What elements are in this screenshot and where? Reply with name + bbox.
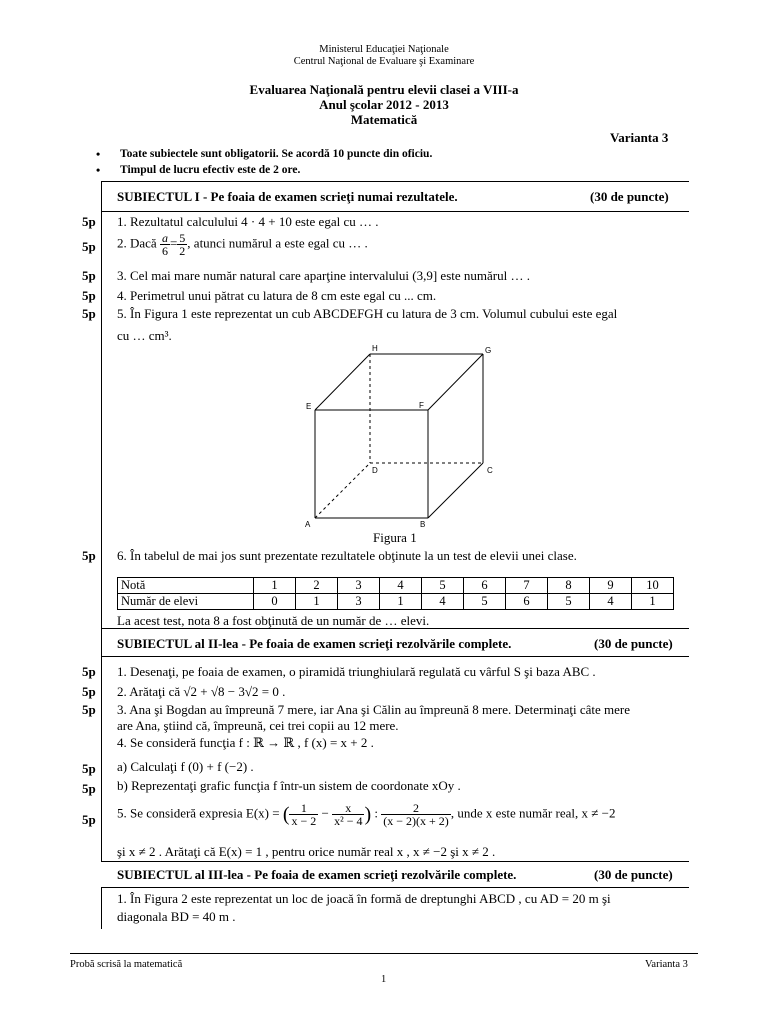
edge-bc	[428, 463, 483, 518]
question-1-6-cont: La acest test, nota 8 a fost obţinută de un număr de … elevi.	[117, 613, 430, 628]
points-label: 5p	[82, 288, 96, 303]
table-cell: 6	[464, 578, 506, 594]
table-cell: 1	[380, 594, 422, 610]
table-cell: 8	[548, 578, 590, 594]
question-2-5-cont: şi x ≠ 2 . Arătaţi că E(x) = 1 , pentru orice număr real x , x ≠ −2 şi x ≠ 2 .	[117, 844, 496, 859]
points-label: 5p	[82, 761, 96, 776]
subject1-points: (30 de puncte)	[590, 189, 669, 204]
label-e: E	[306, 402, 312, 411]
table-cell: 6	[506, 594, 548, 610]
points-label: 5p	[82, 812, 96, 827]
table-cell: 5	[422, 578, 464, 594]
table-cell: 4	[422, 594, 464, 610]
q5-lhs: E(x) =	[245, 805, 280, 821]
points-label: 5p	[82, 268, 96, 283]
q2-prefix: 2. Dacă	[117, 235, 157, 251]
question-1-5: 5. În Figura 1 este reprezentat un cub ABCDEFGH cu latura de 3 cm. Volumul cubului este egal	[117, 306, 618, 321]
question-2-4b: b) Reprezentaţi grafic funcţia f într-un sistem de coordonate xOy .	[117, 778, 461, 793]
edge-ad	[315, 463, 370, 518]
q2-suffix: , atunci numărul a este egal cu … .	[187, 235, 368, 251]
points-label: 5p	[82, 781, 96, 796]
bullet-icon: •	[96, 163, 101, 177]
table-cell: 4	[590, 594, 632, 610]
instruction-2: Timpul de lucru efectiv este de 2 ore.	[120, 164, 301, 176]
table-cell: 1	[632, 594, 674, 610]
label-b: B	[420, 520, 426, 529]
points-label: 5p	[82, 684, 96, 699]
table-cell: 5	[548, 594, 590, 610]
table-cell: 3	[338, 594, 380, 610]
divider	[101, 861, 689, 862]
question-3-1-cont: diagonala BD = 40 m .	[117, 909, 236, 924]
center-header: Centrul Naţional de Evaluare şi Examinare	[293, 56, 475, 67]
question-2-2: 2. Arătaţi că √2 + √8 − 3√2 = 0 .	[117, 684, 286, 699]
points-label: 5p	[82, 702, 96, 717]
bullet-icon: •	[96, 147, 101, 161]
question-2-5: 5. Se consideră expresia E(x) = ( $\frac{1}{x - 2}$ − $\frac{x}{\text{x² − 4}}$ ) : $\frac{2}{(x - 2)(x + 2)}$ , unde x este număr real, x ≠ −2	[117, 801, 616, 828]
margin-line	[101, 887, 102, 929]
label-g: G	[485, 346, 492, 355]
points-label: 5p	[82, 548, 96, 563]
subject2-points: (30 de puncte)	[594, 636, 673, 651]
label-h: H	[372, 344, 378, 353]
margin-line	[101, 181, 102, 656]
question-2-3: 3. Ana şi Bogdan au împreună 7 mere, iar Ana şi Călin au împreună 8 mere. Determinaţi câte mere	[117, 702, 630, 717]
table-cell: 5	[464, 594, 506, 610]
ministry-header: Ministerul Educaţiei Naţionale	[319, 44, 449, 55]
question-1-5-cont: cu … cm³.	[117, 328, 172, 343]
fraction: $\frac{x}{\text{x² − 4}}$	[334, 801, 363, 828]
variant-label: Varianta 3	[610, 130, 669, 145]
question-2-4a: a) Calculaţi f (0) + f (−2) .	[117, 759, 254, 774]
question-1-6: 6. În tabelul de mai jos sunt prezentate rezultatele obţinute la un test de elevii unei clase.	[117, 548, 577, 563]
divider	[101, 211, 689, 212]
subject1-title: SUBIECTUL I - Pe foaia de examen scrieţi numai rezultatele.	[117, 189, 458, 204]
divider	[101, 887, 689, 888]
subject3-title: SUBIECTUL al III-lea - Pe foaia de examen scrieţi rezolvările complete.	[117, 867, 517, 882]
footer-right: Varianta 3	[645, 959, 688, 970]
question-3-1: 1. În Figura 2 este reprezentat un loc de joacă în formă de dreptunghi ABCD , cu AD = 20 m şi	[117, 891, 611, 906]
label-c: C	[487, 466, 493, 475]
edge-fg	[428, 354, 483, 410]
exam-title: Evaluarea Naţională pentru elevii clasei a VIII-a	[249, 82, 519, 97]
table-header-cell: Număr de elevi	[118, 594, 254, 610]
instruction-1: Toate subiectele sunt obligatorii. Se acordă 10 puncte din oficiu.	[120, 148, 433, 160]
points-label: 5p	[82, 214, 96, 229]
page-number: 1	[381, 974, 387, 985]
school-year: Anul şcolar 2012 - 2013	[319, 97, 449, 112]
fraction: $\frac{5}{2}$	[179, 231, 186, 258]
cube-figure	[295, 340, 505, 535]
points-label: 5p	[82, 239, 96, 254]
grades-table	[117, 577, 674, 610]
subject2-title: SUBIECTUL al II-lea - Pe foaia de examen scrieţi rezolvările complete.	[117, 636, 512, 651]
table-cell: 1	[296, 594, 338, 610]
points-label: 5p	[82, 664, 96, 679]
label-a: A	[305, 520, 311, 529]
question-1-3: 3. Cel mai mare număr natural care aparţine intervalului (3,9] este numărul … .	[117, 268, 530, 283]
table-cell: 9	[590, 578, 632, 594]
table-cell: 2	[296, 578, 338, 594]
table-header-cell: Notă	[118, 578, 254, 594]
table-row	[118, 578, 674, 594]
question-1-4: 4. Perimetrul unui pătrat cu latura de 8 cm este egal cu ... cm.	[117, 288, 437, 303]
footer-left: Probă scrisă la matematică	[70, 959, 183, 970]
fraction: $\frac{2}{(x - 2)(x + 2)}$	[383, 801, 449, 828]
table-cell: 1	[254, 578, 296, 594]
fraction: $\frac{a}{6}$	[161, 231, 168, 258]
question-1-2: 2. Dacă $\frac{a}{6}$ = $\frac{5}{2}$ , atunci numărul a este egal cu … .	[117, 231, 368, 258]
table-cell: 7	[506, 578, 548, 594]
q5-suffix: , unde x este număr real, x ≠ −2	[450, 805, 616, 821]
label-f: F	[419, 401, 424, 410]
fraction: $\frac{1}{x - 2}$	[291, 801, 317, 828]
divider	[101, 628, 689, 629]
question-2-4: 4. Se consideră funcţia f : ℝ → ℝ , f (x) = x + 2 .	[117, 735, 374, 750]
subject3-points: (30 de puncte)	[594, 867, 673, 882]
divider	[101, 181, 689, 182]
question-2-1: 1. Desenaţi, pe foaia de examen, o piramidă triunghiulară regulată cu vârful S şi baza ABC .	[117, 664, 596, 679]
figure-1-caption: Figura 1	[373, 530, 417, 545]
label-d: D	[372, 466, 378, 475]
table-row	[118, 594, 674, 610]
table-cell: 10	[632, 578, 674, 594]
table-cell: 4	[380, 578, 422, 594]
margin-line	[101, 656, 102, 861]
table-cell: 3	[338, 578, 380, 594]
q5-prefix: 5. Se consideră expresia	[117, 805, 243, 821]
question-2-3-cont: are Ana, ştiind că, împreună, cei trei copii au 12 mere.	[117, 718, 399, 733]
points-label: 5p	[82, 306, 96, 321]
divider	[101, 656, 689, 657]
question-1-1: 1. Rezultatul calculului 4 · 4 + 10 este egal cu … .	[117, 214, 379, 229]
edge-eh	[315, 354, 370, 410]
subject-name: Matematică	[350, 112, 418, 127]
footer-divider	[70, 953, 698, 954]
table-cell: 0	[254, 594, 296, 610]
